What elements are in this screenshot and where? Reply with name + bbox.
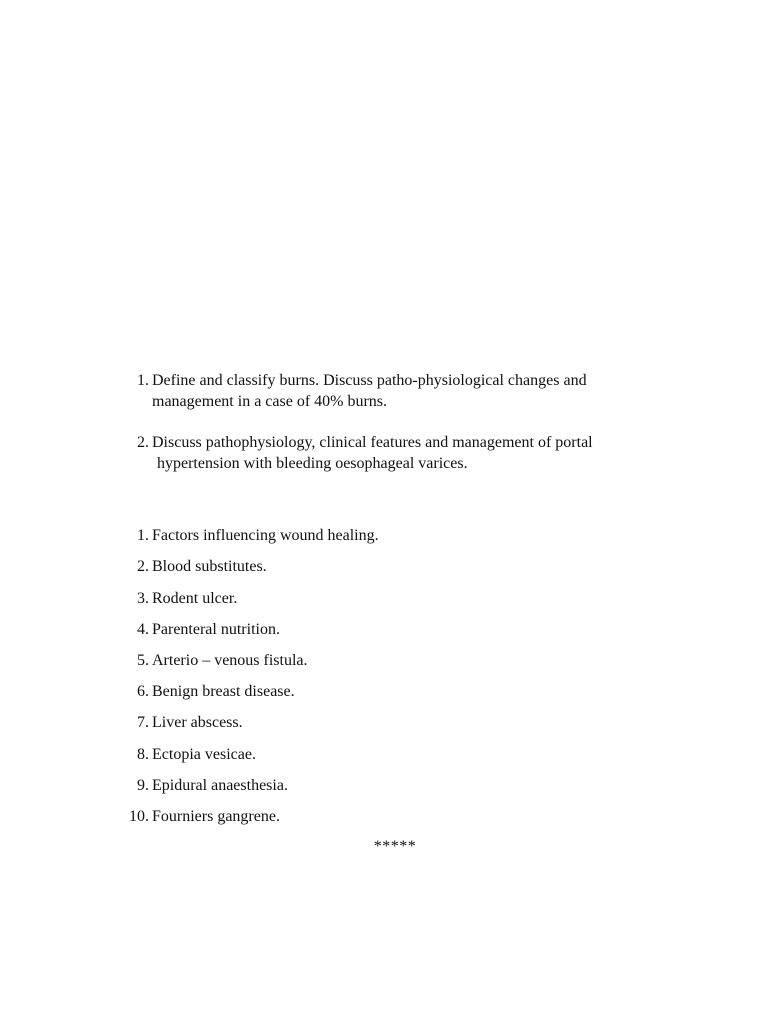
short-question-text: Blood substitutes. bbox=[152, 558, 267, 575]
short-question-number: 6. bbox=[137, 683, 149, 700]
long-question-number: 1. bbox=[137, 372, 149, 389]
short-question-number: 7. bbox=[137, 714, 149, 731]
long-question-line: management in a case of 40% burns. bbox=[152, 393, 388, 410]
long-question-line: Define and classify burns. Discuss patho-physiological changes and bbox=[152, 372, 587, 389]
short-question-number: 8. bbox=[137, 746, 149, 763]
short-question-text: Liver abscess. bbox=[152, 714, 243, 731]
short-question-number: 1. bbox=[137, 527, 149, 544]
long-question-line: Discuss pathophysiology, clinical features and management of portal bbox=[152, 434, 593, 451]
end-of-paper-marker: ***** bbox=[373, 838, 417, 855]
short-question-text: Rodent ulcer. bbox=[152, 590, 238, 607]
long-question-number: 2. bbox=[137, 434, 149, 451]
short-question-text: Fourniers gangrene. bbox=[152, 808, 280, 825]
short-question-text: Factors influencing wound healing. bbox=[152, 527, 379, 544]
long-question-text bbox=[152, 432, 678, 474]
short-question-text: Arterio – venous fistula. bbox=[152, 652, 308, 669]
short-question-text: Epidural anaesthesia. bbox=[152, 777, 288, 794]
short-question-number: 10. bbox=[129, 808, 149, 825]
short-question-text: Ectopia vesicae. bbox=[152, 746, 256, 763]
short-question-number: 2. bbox=[137, 558, 149, 575]
long-question-line: hypertension with bleeding oesophageal varices. bbox=[157, 455, 468, 472]
long-question-text bbox=[152, 370, 678, 412]
short-question-number: 4. bbox=[137, 621, 149, 638]
short-question-number: 9. bbox=[137, 777, 149, 794]
short-question-text: Benign breast disease. bbox=[152, 683, 295, 700]
short-question-number: 5. bbox=[137, 652, 149, 669]
short-question-number: 3. bbox=[137, 590, 149, 607]
short-question-text: Parenteral nutrition. bbox=[152, 621, 280, 638]
